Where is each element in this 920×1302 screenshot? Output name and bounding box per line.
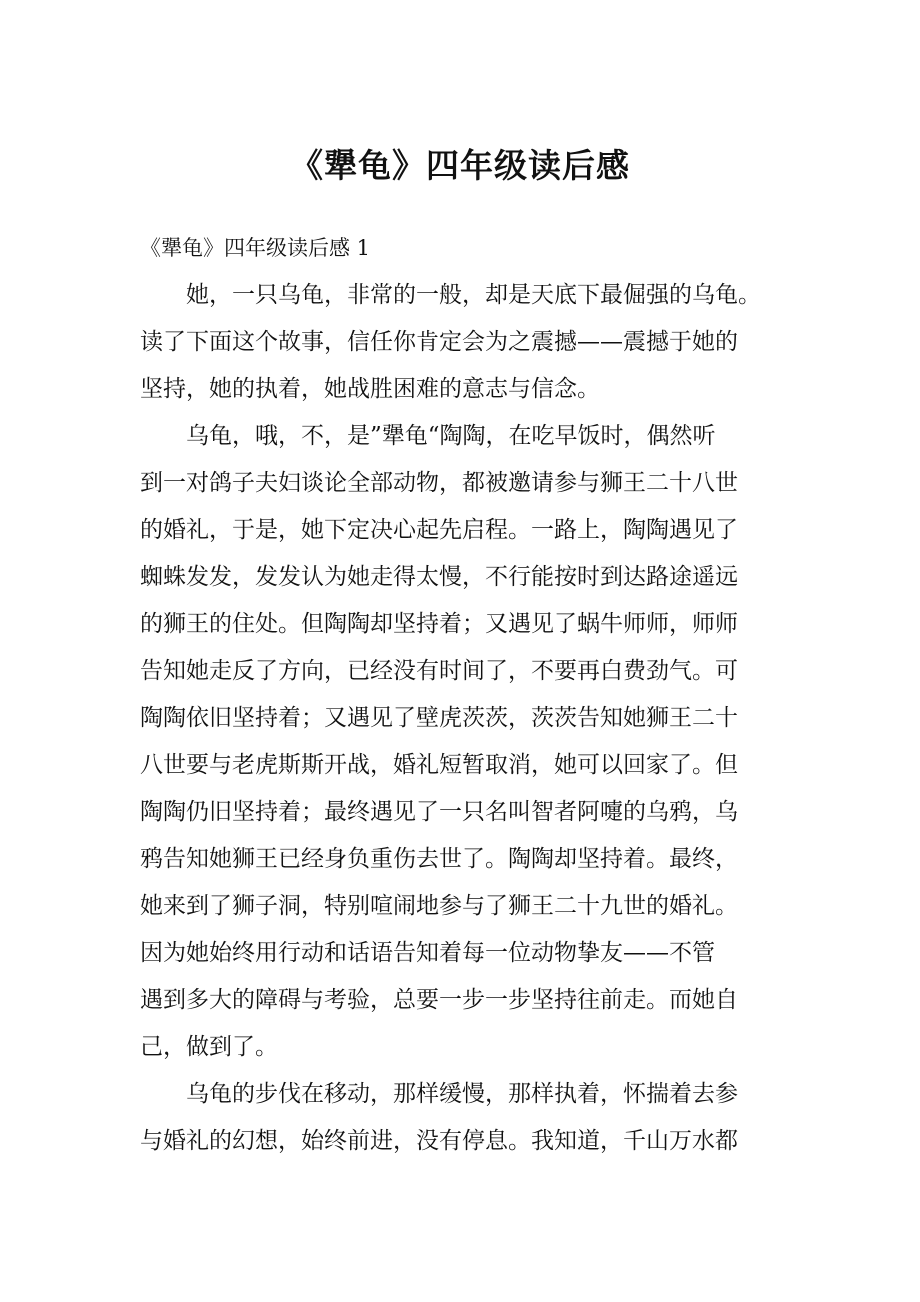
document-body [140, 272, 800, 1165]
paragraph-3 [140, 1071, 800, 1165]
text-line: 到一对鸽子夫妇谈论全部动物，都被邀请参与狮王二十八世 [140, 470, 738, 496]
text-line: 乌龟，哦，不，是”犟龟“陶陶，在吃早饭时，偶然听 [186, 423, 716, 449]
text-line: 陶陶依旧坚持着；又遇见了壁虎茨茨，茨茨告知她狮王二十 [140, 705, 738, 731]
text-line: 己，做到了。 [140, 1034, 278, 1060]
text-line: 八世要与老虎斯斯开战，婚礼短暂取消，她可以回家了。但 [140, 752, 738, 778]
text-line: 乌龟的步伐在移动，那样缓慢，那样执着，怀揣着去参 [186, 1081, 738, 1107]
text-line: 蜘蛛发发，发发认为她走得太慢，不行能按时到达路途遥远 [140, 564, 738, 590]
text-line: 陶陶仍旧坚持着；最终遇见了一只名叫智者阿嚏的乌鸦，乌 [140, 799, 738, 825]
text-line: 的婚礼，于是，她下定决心起先启程。一路上，陶陶遇见了 [140, 517, 738, 543]
text-line: 读了下面这个故事，信任你肯定会为之震撼——震撼于她的 [140, 329, 738, 355]
text-line: 鸦告知她狮王已经身负重伤去世了。陶陶却坚持着。最终， [140, 846, 738, 872]
paragraph-2 [140, 413, 800, 1071]
document-subtitle: 《犟龟》四年级读后感 1 [140, 236, 371, 260]
document-title: 《犟龟》四年级读后感 [290, 146, 630, 185]
text-line: 坚持，她的执着，她战胜困难的意志与信念。 [140, 376, 600, 402]
text-line: 告知她走反了方向，已经没有时间了，不要再白费劲气。可 [140, 658, 738, 684]
text-line: 她，一只乌龟，非常的一般，却是天底下最倔强的乌龟。 [186, 282, 761, 308]
text-line: 她来到了狮子洞，特别喧闹地参与了狮王二十九世的婚礼。 [140, 893, 738, 919]
paragraph-1 [140, 272, 800, 413]
text-line: 与婚礼的幻想，始终前进，没有停息。我知道，千山万水都 [140, 1128, 738, 1154]
text-line: 因为她始终用行动和话语告知着每一位动物挚友——不管 [140, 940, 715, 966]
text-line: 的狮王的住处。但陶陶却坚持着；又遇见了蜗牛师师，师师 [140, 611, 738, 637]
text-line: 遇到多大的障碍与考验，总要一步一步坚持往前走。而她自 [140, 987, 738, 1013]
